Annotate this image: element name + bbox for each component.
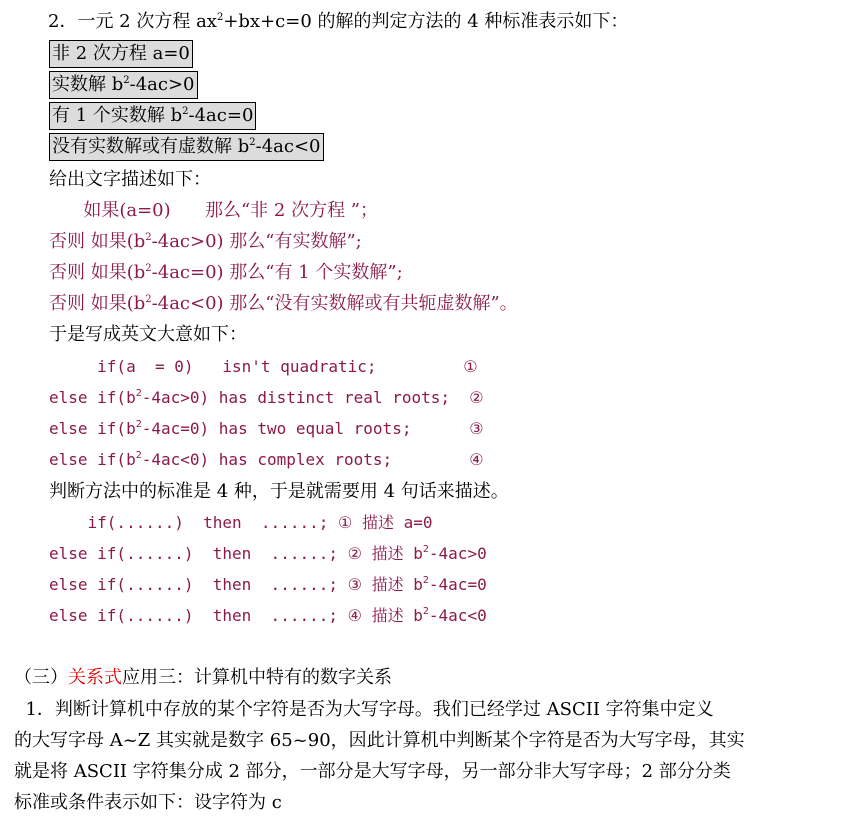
section-heading: （三）关系式应用三：计算机中特有的数字关系	[14, 667, 392, 688]
english-line-1: if(a = 0) isn't quadratic; ①	[49, 357, 478, 376]
code-line-3: else if(......) then ......; ③ 描述 $b^2-4ac=0$	[49, 575, 487, 594]
english-line-2: else $if(b^2-4ac>0)$ has distinct real roots; ②	[49, 388, 484, 407]
english-line-4: else $if(b^2-4ac<0)$ has complex roots; ④	[49, 450, 484, 469]
code-line-2: else if(......) then ......; ② 描述 $b^2-4ac>0$	[49, 544, 487, 563]
english-line-3: else $if(b^2-4ac=0)$ has two equal roots; ③	[49, 419, 484, 438]
paragraph-line-4: 标准或条件表示如下：设字符为 c	[14, 792, 282, 813]
heading: 2．一元 2 次方程 $ax^2+bx+c=0$ 的解的判定方法的 4 种标准表示如下：	[48, 11, 629, 32]
criterion-box-1: 非 2 次方程 a=0	[49, 40, 193, 68]
desc-line-1: 如果(a=0) 那么“非 2 次方程 ”；	[49, 200, 378, 221]
criterion-box-2: 实数解 $b^2-4ac>0$	[49, 71, 198, 99]
criterion-box-3: 有 1 个实数解 $b^2-4ac=0$	[49, 102, 256, 130]
section-keyword: 关系式	[68, 667, 122, 688]
desc-line-3: 否则 如果$(b^2-4ac=0)$ 那么“有 1 个实数解”;	[49, 262, 403, 283]
text-desc-intro: 给出文字描述如下：	[49, 169, 211, 190]
paragraph-line-3: 就是将 ASCII 字符集分成 2 部分，一部分是大写字母，另一部分非大写字母；2 部分分类	[14, 761, 731, 782]
desc-line-4: 否则 如果$(b^2-4ac<0)$ 那么“没有实数解或有共轭虚数解”。	[49, 293, 518, 314]
criteria-note: 判断方法中的标准是 4 种，于是就需要用 4 句话来描述。	[49, 481, 509, 502]
english-intro: 于是写成英文大意如下：	[49, 324, 247, 345]
code-line-4: else if(......) then ......; ④ 描述 $b^2-4ac<0$	[49, 606, 487, 625]
paragraph-line-1: 1．判断计算机中存放的某个字符是否为大写字母。我们已经学过 ASCII 字符集中定义	[14, 699, 714, 720]
desc-line-2: 否则 如果$(b^2-4ac>0)$ 那么“有实数解”;	[49, 231, 362, 252]
criterion-box-4: 没有实数解或有虚数解 $b^2-4ac<0$	[49, 133, 324, 161]
code-line-1: if(......) then ......; ① 描述 a=0	[49, 513, 433, 532]
paragraph-line-2: 的大写字母 A~Z 其实就是数字 65~90，因此计算机中判断某个字符是否为大写字母，其实	[14, 730, 745, 751]
